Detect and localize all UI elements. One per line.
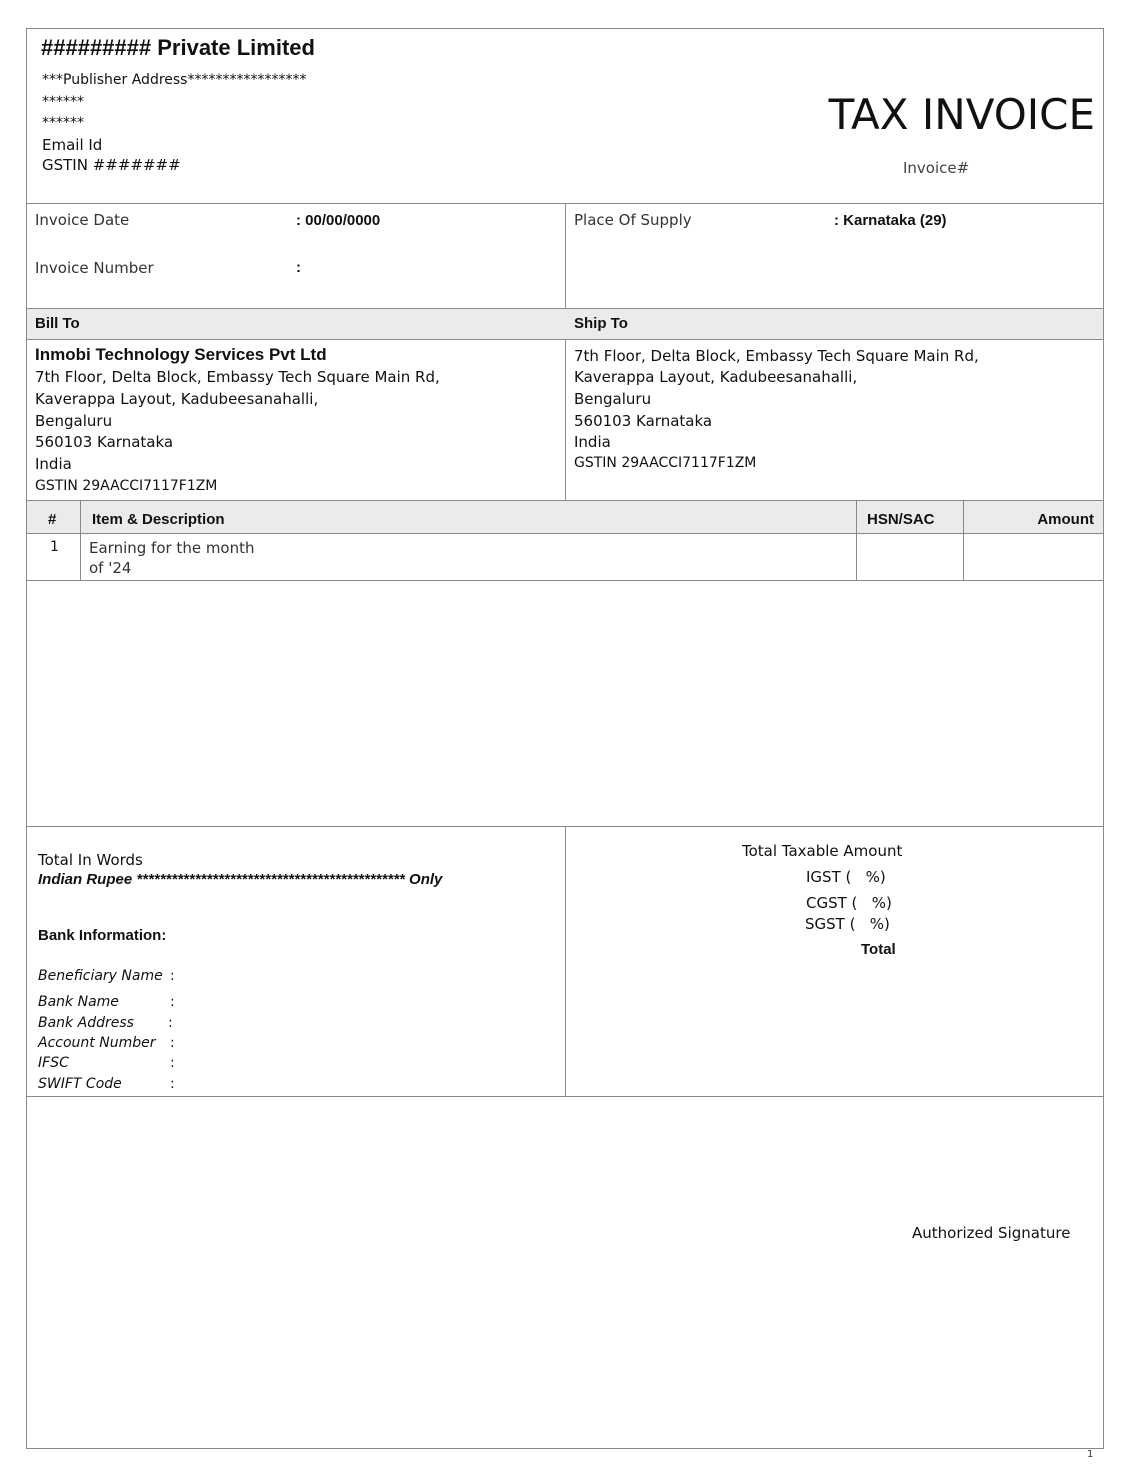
invoice-date-value: : 00/00/0000 <box>296 212 381 229</box>
col-header-amount: Amount <box>1037 511 1094 528</box>
bill-to-line: Kaverappa Layout, Kadubeesanahalli, <box>35 390 319 408</box>
divider <box>26 1096 1104 1097</box>
bank-field-label: Account Number <box>38 1035 156 1051</box>
ship-to-heading: Ship To <box>574 315 628 332</box>
address-header-band <box>27 309 1103 339</box>
bank-field-separator: : <box>170 968 175 984</box>
divider <box>26 500 1104 501</box>
bill-to-line: Bengaluru <box>35 412 113 430</box>
company-address-line-2: ****** <box>42 94 84 110</box>
document-title: TAX INVOICE <box>828 90 1095 139</box>
divider <box>26 533 1104 534</box>
column-divider <box>80 500 81 580</box>
bank-field-label: Bank Name <box>38 994 119 1010</box>
ship-to-line: Kaverappa Layout, Kadubeesanahalli, <box>574 368 858 386</box>
ship-to-gstin: GSTIN 29AACCI7117F1ZM <box>574 455 757 471</box>
column-divider <box>856 500 857 580</box>
bill-to-line: 560103 Karnataka <box>35 433 174 451</box>
divider <box>26 308 1104 309</box>
bank-field-label: Bank Address <box>38 1015 134 1031</box>
company-address-line-3: ****** <box>42 115 84 131</box>
bank-field-label: Beneficiary Name <box>38 968 163 984</box>
column-divider <box>565 826 566 1096</box>
bank-field-separator: : <box>168 1015 173 1031</box>
total-in-words-value: Indian Rupee ********************************************** Only <box>38 871 443 888</box>
ship-to-line: 7th Floor, Delta Block, Embassy Tech Square Main Rd, <box>574 347 979 365</box>
invoice-number-label: Invoice Number <box>35 259 154 277</box>
invoice-date-label: Invoice Date <box>35 211 130 229</box>
bill-to-line: India <box>35 455 72 473</box>
total-label: Total <box>861 941 896 958</box>
bill-to-heading: Bill To <box>35 315 80 332</box>
col-header-hsn-sac: HSN/SAC <box>867 511 935 528</box>
page-number: 1 <box>1087 1449 1094 1460</box>
company-gstin: GSTIN ####### <box>42 156 181 174</box>
bank-field-separator: : <box>170 994 175 1010</box>
divider <box>26 580 1104 581</box>
company-name: ######### Private Limited <box>41 35 315 60</box>
column-divider <box>565 203 566 500</box>
bill-to-name: Inmobi Technology Services Pvt Ltd <box>35 345 327 364</box>
item-row-description-line-2: of '24 <box>89 559 132 577</box>
bank-field-separator: : <box>170 1035 175 1051</box>
col-header-number: # <box>48 511 57 528</box>
invoice-hash-label: Invoice# <box>903 159 970 177</box>
ship-to-line: India <box>574 433 611 451</box>
col-header-item-description: Item & Description <box>92 511 225 528</box>
cgst-label: CGST ( %) <box>806 894 892 912</box>
company-email: Email Id <box>42 136 103 154</box>
authorized-signature-label: Authorized Signature <box>912 1224 1071 1242</box>
bill-to-line: 7th Floor, Delta Block, Embassy Tech Square Main Rd, <box>35 368 440 386</box>
bank-field-separator: : <box>170 1076 175 1092</box>
bank-information-heading: Bank Information: <box>38 927 167 944</box>
item-row-description: Earning for the month <box>89 539 255 557</box>
company-address-line-1: ***Publisher Address***************** <box>42 72 307 88</box>
place-of-supply-label: Place Of Supply <box>574 211 692 229</box>
bank-field-separator: : <box>170 1055 175 1071</box>
divider <box>26 339 1104 340</box>
sgst-label: SGST ( %) <box>805 915 890 933</box>
bank-field-label: SWIFT Code <box>38 1076 122 1092</box>
place-of-supply-value: : Karnataka (29) <box>834 212 947 229</box>
bank-field-label: IFSC <box>38 1055 69 1071</box>
ship-to-line: Bengaluru <box>574 390 652 408</box>
invoice-number-value: : <box>296 259 301 276</box>
total-taxable-amount-label: Total Taxable Amount <box>742 842 903 860</box>
item-row-number: 1 <box>50 539 59 555</box>
igst-label: IGST ( %) <box>806 868 886 886</box>
total-in-words-label: Total In Words <box>38 851 143 869</box>
ship-to-line: 560103 Karnataka <box>574 412 713 430</box>
bill-to-gstin: GSTIN 29AACCI7117F1ZM <box>35 478 218 494</box>
column-divider <box>963 500 964 580</box>
